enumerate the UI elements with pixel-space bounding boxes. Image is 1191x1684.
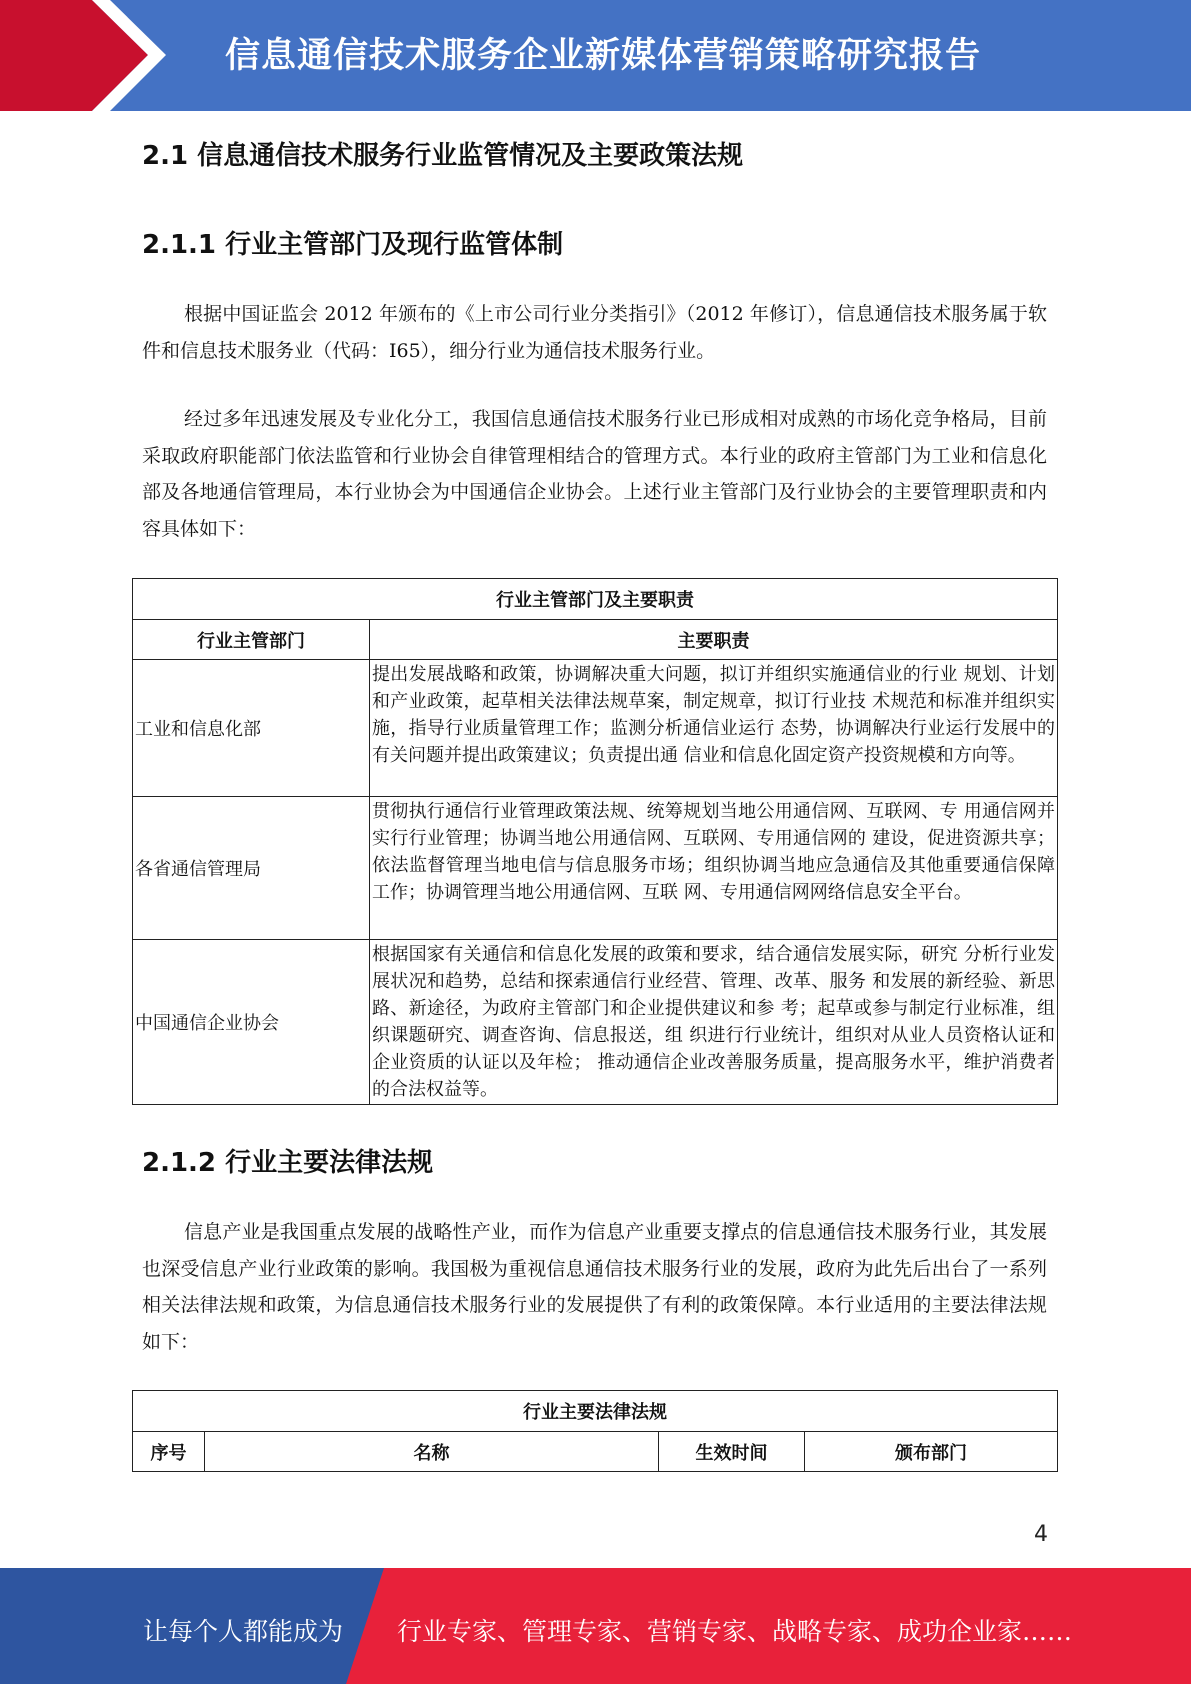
laws-table	[132, 1390, 1058, 1472]
duty-cell: 根据国家有关通信和信息化发展的政策和要求，结合通信发展实际，研究 分析行业发展状况和趋势，总结和探索通信行业经营、管理、改革、服务 和发展的新经验、新思路、新途径，为政府主管部门和企业提供建议和参 考；起草或参与制定行业标准，组织课题研究、调查咨询、信息报送，组 织进行行业统计，组织对从业人员资格认证和企业资质的认证以及年检； 推动通信企业改善服务质量，提高服务水平，维护消费者的合法权益等。	[370, 940, 1058, 1105]
paragraph-intro: 根据中国证监会 2012 年颁布的《上市公司行业分类指引》（2012 年修订），信息通信技术服务属于软件和信息技术服务业（代码：I65），细分行业为通信技术服务行业。	[142, 303, 1047, 362]
report-title: 信息通信技术服务企业新媒体营销策略研究报告	[225, 36, 982, 76]
page-footer	[0, 1568, 1191, 1684]
section-heading-2-1-1: 2.1.1 行业主管部门及现行监管体制	[142, 230, 564, 260]
table-row	[133, 797, 1058, 940]
laws-header-issuer: 颁布部门	[805, 1432, 1058, 1472]
page-header	[0, 0, 1191, 111]
duty-cell: 贯彻执行通信行业管理政策法规、统筹规划当地公用通信网、互联网、专 用通信网并实行行业管理；协调当地公用通信网、互联网、专用通信网的 建设，促进资源共享；依法监督管理当地电信与信息服务市场；组织协调当地应急通信及其他重要通信保障工作；协调管理当地公用通信网、互联 网、专用通信网网络信息安全平台。	[370, 797, 1058, 940]
footer-slogan-left: 让每个人都能成为	[143, 1617, 344, 1646]
table-caption: 行业主管部门及主要职责	[133, 579, 1058, 620]
authorities-table	[132, 578, 1058, 1105]
laws-table-caption: 行业主要法律法规	[133, 1391, 1058, 1432]
section-heading-2-1: 2.1 信息通信技术服务行业监管情况及主要政策法规	[142, 141, 744, 171]
section-heading-2-1-2: 2.1.2 行业主要法律法规	[142, 1148, 434, 1178]
table-header-duty: 主要职责	[370, 620, 1058, 660]
table-header-dept: 行业主管部门	[133, 620, 370, 660]
table-row	[133, 660, 1058, 797]
laws-header-name: 名称	[205, 1432, 659, 1472]
laws-header-date: 生效时间	[659, 1432, 805, 1472]
footer-slogan-right: 行业专家、管理专家、营销专家、战略专家、成功企业家……	[397, 1617, 1073, 1646]
page-number: 4	[1034, 1522, 1048, 1547]
dept-cell: 工业和信息化部	[133, 660, 370, 797]
laws-table-wrapper	[132, 1390, 1060, 1472]
paragraph-laws: 信息产业是我国重点发展的战略性产业，而作为信息产业重要支撑点的信息通信技术服务行业，其发展也深受信息产业行业政策的影响。我国极为重视信息通信技术服务行业的发展，政府为此先后出台了一系列相关法律法规和政策，为信息通信技术服务行业的发展提供了有利的政策保障。本行业适用的主要法律法规如下：	[142, 1221, 1047, 1354]
dept-cell: 中国通信企业协会	[133, 940, 370, 1105]
duty-cell: 提出发展战略和政策，协调解决重大问题，拟订并组织实施通信业的行业 规划、计划和产业政策，起草相关法律法规草案，制定规章，拟订行业技 术规范和标准并组织实施，指导行业质量管理工作；监测分析通信业运行 态势，协调解决行业运行发展中的有关问题并提出政策建议；负责提出通 信业和信息化固定资产投资规模和方向等。	[370, 660, 1058, 797]
paragraph-regulation: 经过多年迅速发展及专业化分工，我国信息通信技术服务行业已形成相对成熟的市场化竞争格局，目前采取政府职能部门依法监管和行业协会自律管理相结合的管理方式。本行业的政府主管部门为工业和信息化部及各地通信管理局，本行业协会为中国通信企业协会。上述行业主管部门及行业协会的主要管理职责和内容具体如下：	[142, 408, 1047, 541]
dept-cell: 各省通信管理局	[133, 797, 370, 940]
laws-header-no: 序号	[133, 1432, 205, 1472]
table-row	[133, 940, 1058, 1105]
